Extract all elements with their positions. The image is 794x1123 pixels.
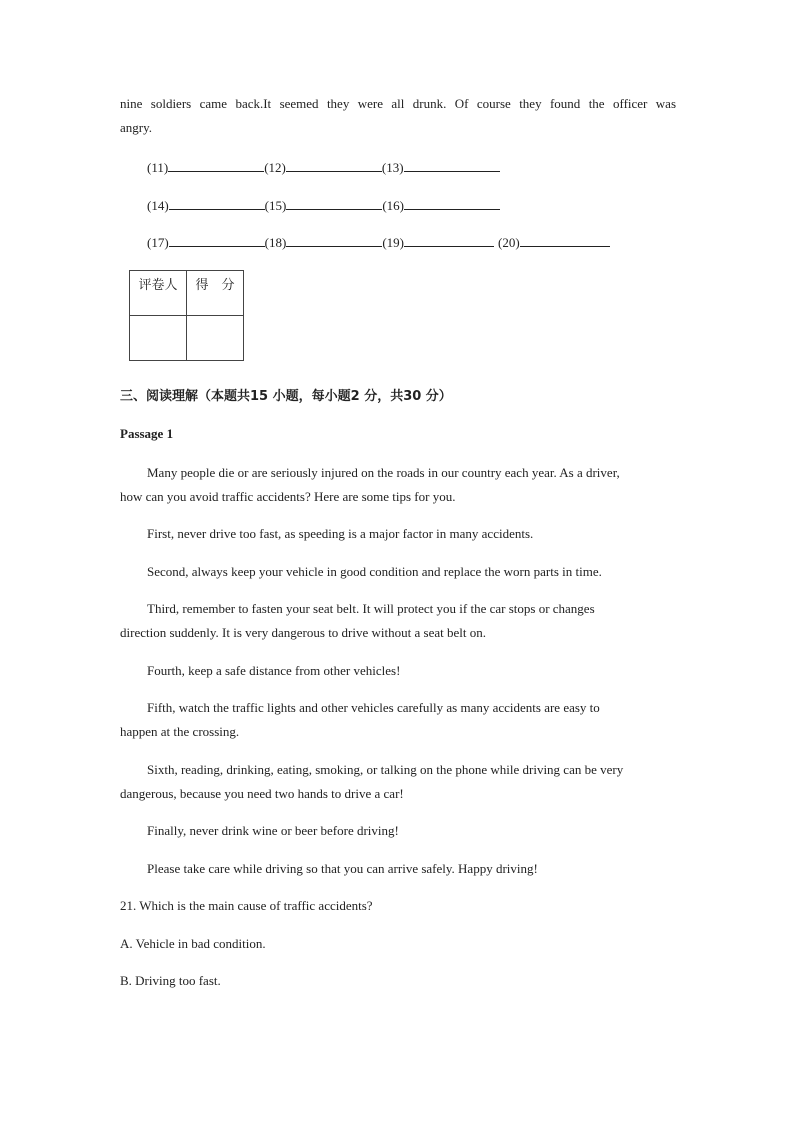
answer-blank[interactable] <box>404 157 500 172</box>
section-heading: 三、阅读理解（本题共15 小题，每小题2 分，共30 分） <box>120 389 452 404</box>
answer-blank[interactable] <box>404 195 500 210</box>
passage-line: Second, always keep your vehicle in good condition and replace the worn parts in time. <box>147 564 602 579</box>
passage-line: Finally, never drink wine or beer before driving! <box>147 823 399 838</box>
grader-cell[interactable] <box>130 316 187 361</box>
blank-number: (20) <box>498 235 520 250</box>
answer-option-b[interactable]: B. Driving too fast. <box>120 973 221 988</box>
passage-line: First, never drive too fast, as speeding is a major factor in many accidents. <box>147 526 534 541</box>
answer-blank[interactable] <box>169 232 265 247</box>
blank-number: (15) <box>264 198 287 213</box>
passage-line: Sixth, reading, drinking, eating, smoking, or talking on the phone while driving can be very <box>147 762 624 777</box>
passage-line: Third, remember to fasten your seat belt. It will protect you if the car stops or changes <box>147 601 595 616</box>
blank-number: (19) <box>382 235 405 250</box>
answer-blank[interactable] <box>286 232 382 247</box>
answer-blank[interactable] <box>169 195 265 210</box>
question-stem: 21. Which is the main cause of traffic accidents? <box>120 898 373 913</box>
answer-blank-row <box>147 232 610 252</box>
passage-title: Passage 1 <box>120 426 174 441</box>
answer-option-a[interactable]: A. Vehicle in bad condition. <box>120 936 266 951</box>
blank-number: (13) <box>381 160 404 175</box>
story-text-line: nine soldiers came back.It seemed they were all drunk. Of course they found the officer was <box>120 96 676 111</box>
answer-blank[interactable] <box>286 195 382 210</box>
score-label: 得 分 <box>187 271 244 316</box>
passage-line: direction suddenly. It is very dangerous to drive without a seat belt on. <box>120 625 486 640</box>
passage-line: Fifth, watch the traffic lights and other vehicles carefully as many accidents are easy to <box>147 700 600 715</box>
answer-blank-row <box>147 195 500 215</box>
passage-line: dangerous, because you need two hands to drive a car! <box>120 786 404 801</box>
blank-number: (17) <box>147 235 169 250</box>
blank-number: (12) <box>264 160 286 175</box>
answer-blank[interactable] <box>520 232 610 247</box>
blank-number: (16) <box>382 198 405 213</box>
blank-number: (18) <box>264 235 287 250</box>
answer-blank[interactable] <box>168 157 264 172</box>
answer-blank[interactable] <box>286 157 382 172</box>
answer-blank[interactable] <box>404 232 494 247</box>
passage-line: Please take care while driving so that you can arrive safely. Happy driving! <box>147 861 538 876</box>
passage-line: Fourth, keep a safe distance from other vehicles! <box>147 663 401 678</box>
answer-blank-row <box>147 157 500 177</box>
score-cell[interactable] <box>187 316 244 361</box>
blank-number: (14) <box>147 198 169 213</box>
story-text-line: angry. <box>120 120 153 135</box>
grader-label: 评卷人 <box>130 271 187 316</box>
passage-line: happen at the crossing. <box>120 724 240 739</box>
score-table <box>129 270 244 361</box>
blank-number: (11) <box>147 160 169 175</box>
passage-line: Many people die or are seriously injured on the roads in our country each year. As a driver, <box>147 465 620 480</box>
passage-line: how can you avoid traffic accidents? Here are some tips for you. <box>120 489 456 504</box>
